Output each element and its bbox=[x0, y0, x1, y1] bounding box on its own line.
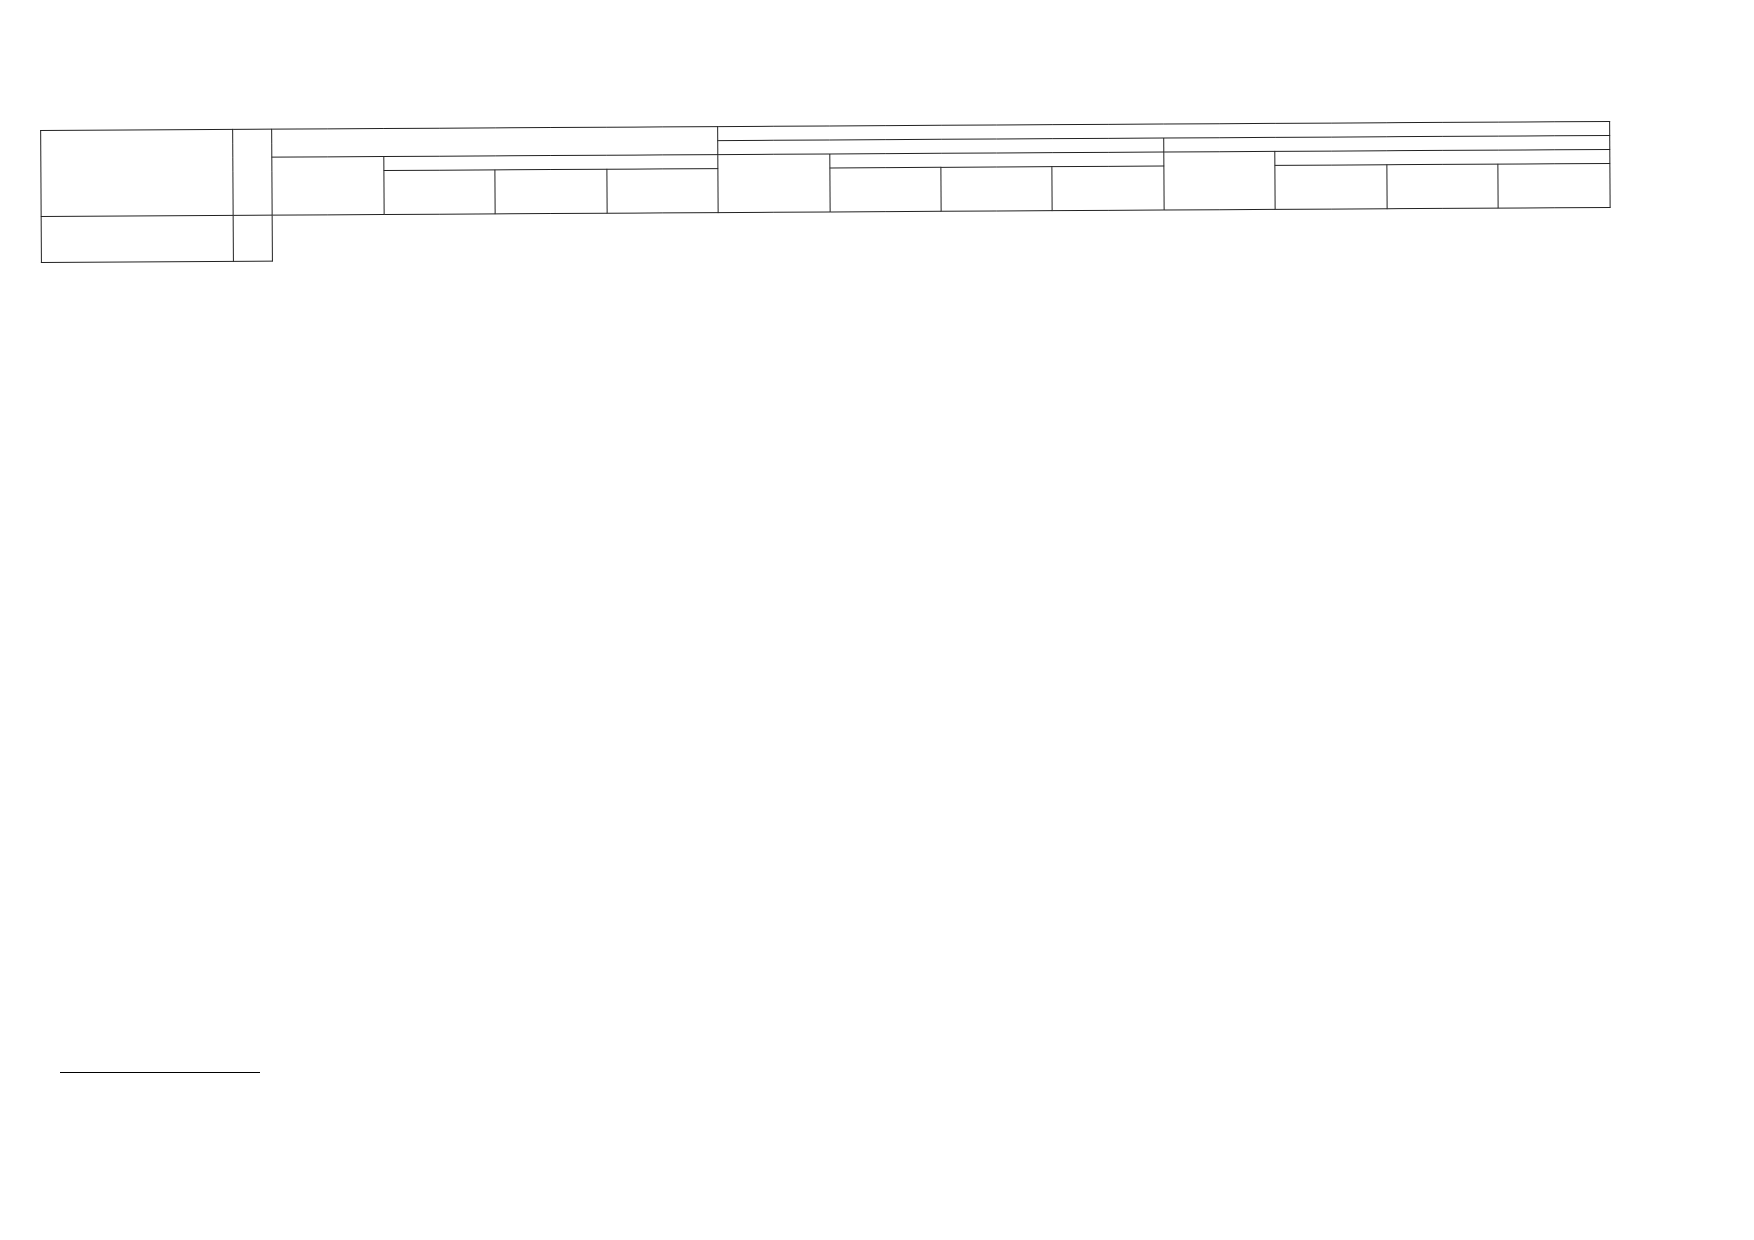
header-direct-total bbox=[272, 157, 384, 216]
header-free-use bbox=[1498, 163, 1610, 208]
header-lease bbox=[495, 169, 607, 214]
column-numbers-row bbox=[41, 253, 1610, 262]
form-sheet bbox=[40, 95, 1611, 263]
header-direct-use bbox=[272, 127, 718, 158]
header-operative bbox=[829, 167, 941, 212]
footnote-divider bbox=[60, 1072, 260, 1073]
header-admin-total bbox=[718, 154, 830, 213]
header-free-use bbox=[1052, 166, 1164, 211]
header-lease bbox=[941, 167, 1053, 212]
header-operative bbox=[1275, 165, 1387, 210]
header-operative bbox=[384, 170, 496, 215]
header-indicator-name bbox=[41, 129, 233, 216]
header-other-total bbox=[1164, 151, 1276, 210]
header-free-use bbox=[606, 169, 718, 214]
transport-usage-table bbox=[40, 121, 1611, 263]
header-lease bbox=[1387, 164, 1499, 209]
header-subcolumns bbox=[41, 207, 1610, 262]
header-row-code bbox=[233, 129, 273, 215]
